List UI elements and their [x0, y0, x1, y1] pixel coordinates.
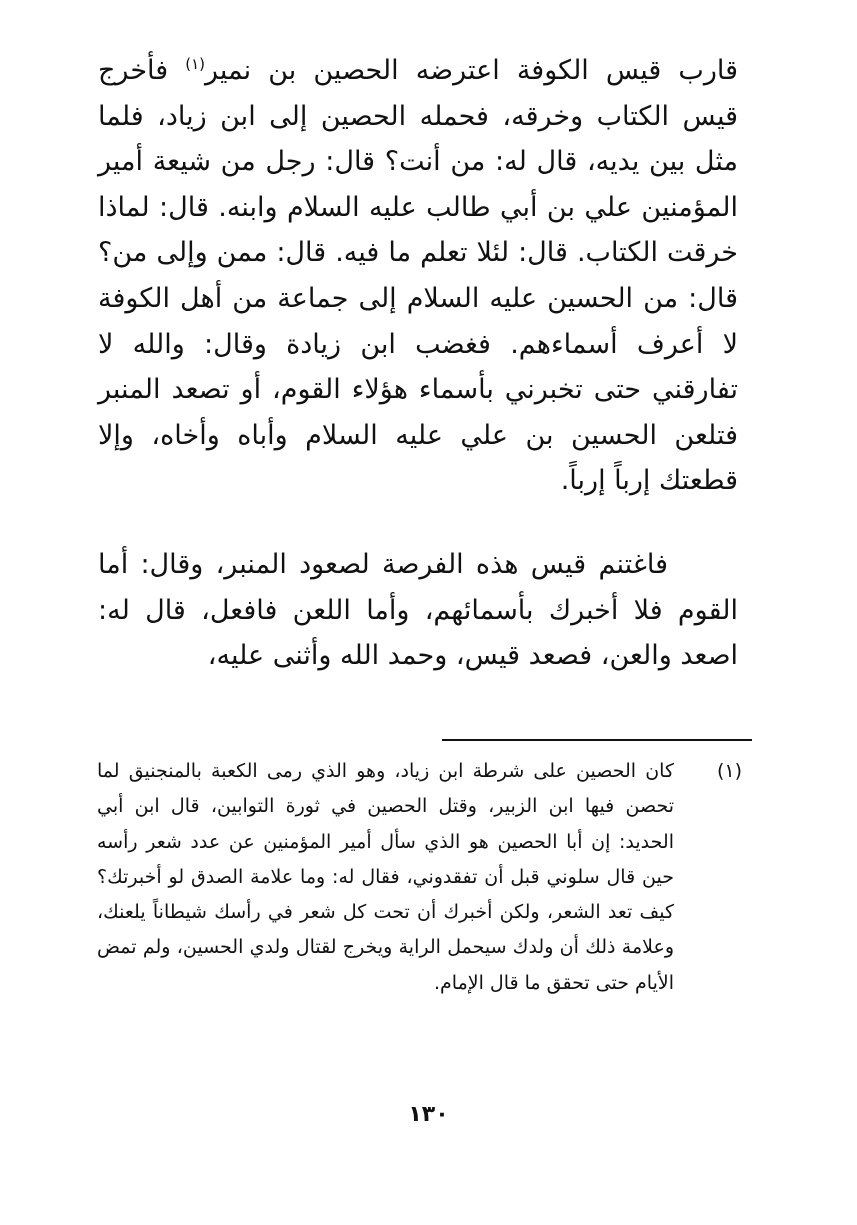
page-number: ١٣٠: [408, 1102, 449, 1127]
footnote: [97, 754, 742, 1001]
paragraph-1-part-2: فأخرج قيس الكتاب وخرقه، فحمله الحصين إلى ابن زياد، فلما مثل بين يديه، قال له: من أنت؟ قال: رجل من شيعة أمير المؤمنين علي بن أبي طالب عليه السلام وابنه. قال: لماذا خرقت الكتاب. قال: لئلا تعلم ما فيه. قال: ممن وإلى من؟ قال: من الحسين عليه السلام إلى جماعة من أهل الكوفة لا أعرف أسماءهم. فغضب ابن زيادة وقال: والله لا تفارقني حتى تخبرني بأسماء هؤلاء القوم، أو تصعد المنبر فتلعن الحسين بن علي عليه السلام وأباه وأخاه، وإلا قطعتك إرباً إرباً.: [98, 55, 738, 497]
paragraph-1-part-1: قارب قيس الكوفة اعترضه الحصين بن نمير: [205, 55, 738, 86]
footnote-number: (١): [716, 760, 742, 782]
footnote-separator: [442, 739, 752, 741]
footnote-reference[interactable]: (١): [185, 55, 205, 73]
paragraph-1: [98, 48, 738, 504]
main-text: [98, 48, 738, 679]
paragraph-2: فاغتنم قيس هذه الفرصة لصعود المنبر، وقال: أما القوم فلا أخبرك بأسمائهم، وأما اللعن فافعل، قال له: اصعد والعن، فصعد قيس، وحمد الله وأثنى عليه،: [98, 548, 738, 672]
footnote-text: كان الحصين على شرطة ابن زياد، وهو الذي رمى الكعبة بالمنجنيق لما تحصن فيها ابن الزبير، وقتل الحصين في ثورة التوابين، قال ابن أبي الحديد: إن أبا الحصين هو الذي سأل أمير المؤمنين عن عدد شعر رأسه حين قال سلوني قبل أن تفقدوني، فقال له: وما علامة الصدق لو أخبرتك؟ كيف تعد الشعر، ولكن أخبرك أن تحت كل شعر في رأسك شيطاناً يلعنك، وعلامة ذلك أن ولدك سيحمل الراية ويخرج لقتال ولدي الحسين، ولم تمض الأيام حتى تحقق ما قال الإمام.: [97, 760, 674, 994]
